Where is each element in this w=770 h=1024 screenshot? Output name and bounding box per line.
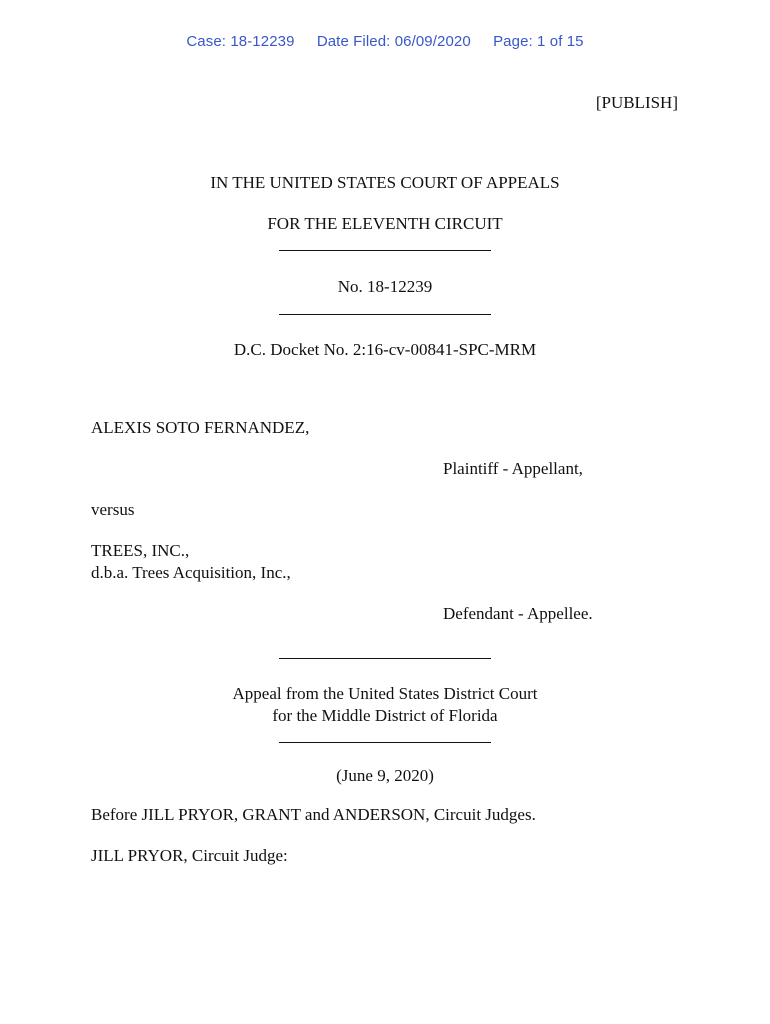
versus-label: versus	[91, 500, 135, 519]
case-number-header: Case: 18-12239	[186, 33, 295, 50]
plaintiff-role: Plaintiff - Appellant,	[443, 459, 583, 478]
defendant-role: Defendant - Appellee.	[443, 604, 593, 623]
appeal-line1: Appeal from the United States District Court	[232, 684, 538, 703]
defendant-dba: d.b.a. Trees Acquisition, Inc.,	[91, 563, 291, 582]
divider-rule	[279, 742, 491, 743]
panel-judges: Before JILL PRYOR, GRANT and ANDERSON, Circuit Judges.	[91, 805, 536, 824]
opinion-author: JILL PRYOR, Circuit Judge:	[91, 846, 288, 865]
divider-rule	[279, 250, 491, 251]
decision-date: (June 9, 2020)	[336, 766, 434, 785]
defendant-name: TREES, INC.,	[91, 541, 190, 560]
court-name-line2: FOR THE ELEVENTH CIRCUIT	[267, 214, 503, 233]
docket-number: D.C. Docket No. 2:16-cv-00841-SPC-MRM	[233, 340, 537, 359]
divider-rule	[279, 314, 491, 315]
date-filed-header: Date Filed: 06/09/2020	[316, 33, 471, 50]
divider-rule	[279, 658, 491, 659]
plaintiff-name: ALEXIS SOTO FERNANDEZ,	[91, 418, 310, 437]
case-number: No. 18-12239	[337, 277, 433, 296]
appeal-line2: for the Middle District of Florida	[272, 706, 498, 725]
filing-header	[0, 33, 770, 50]
court-name-line1: IN THE UNITED STATES COURT OF APPEALS	[210, 173, 560, 192]
page-count-header: Page: 1 of 15	[493, 33, 584, 50]
publish-tag: [PUBLISH]	[595, 93, 678, 112]
